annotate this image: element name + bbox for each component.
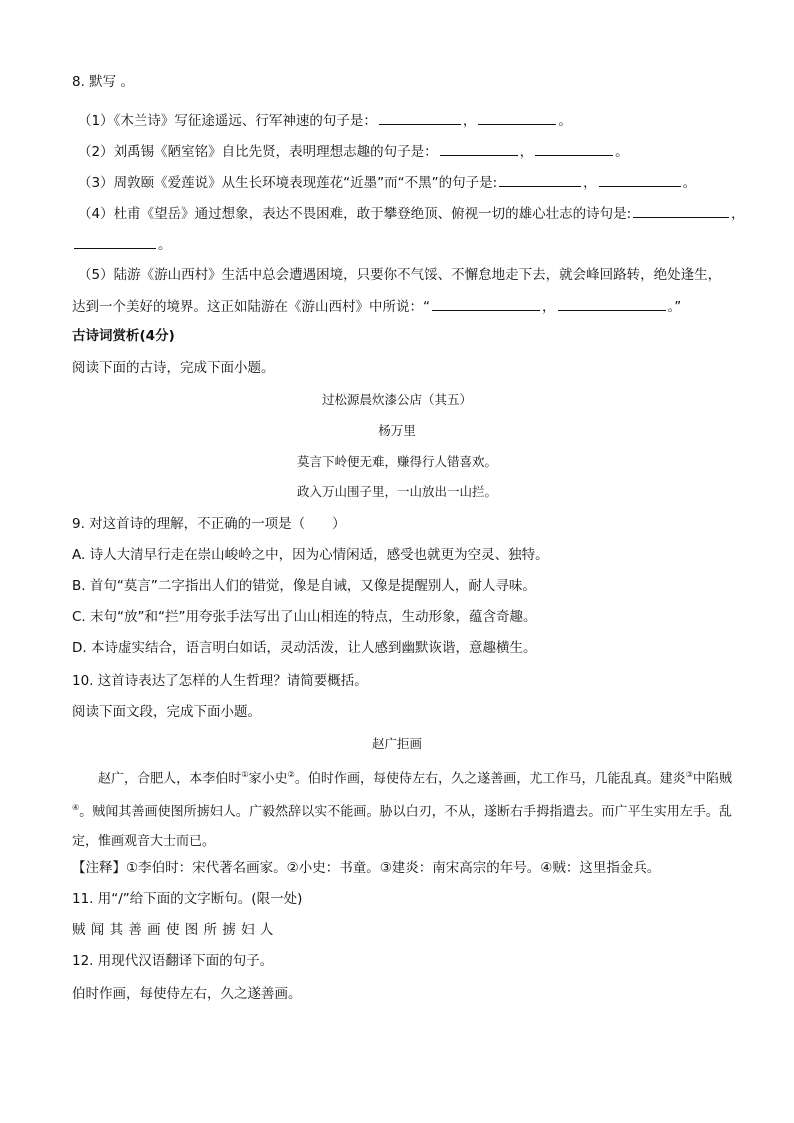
q8-item-3 bbox=[78, 172, 734, 193]
q11-stem: 11. 用“/”给下面的文字断句。(限一处) bbox=[72, 891, 303, 907]
q10-stem: 10. 这首诗表达了怎样的人生哲理？请简要概括。 bbox=[72, 673, 368, 689]
q12-text: 伯时作画，每使侍左右，久之遂善画。 bbox=[72, 986, 302, 1002]
q8-item-2-sep: ， bbox=[519, 144, 534, 160]
q8-item-2-text: （2）刘禹锡《陋室铭》自比先贤，表明理想志趣的句子是： bbox=[78, 144, 438, 160]
q8-item-4-sep: ， bbox=[731, 206, 745, 222]
q8-item-5-end: 。” bbox=[667, 299, 682, 315]
answer-blank[interactable] bbox=[499, 172, 581, 187]
q8-item-3-sep: ， bbox=[583, 175, 597, 191]
q8-item-1 bbox=[78, 110, 734, 131]
answer-blank[interactable] bbox=[379, 110, 461, 125]
poem-line-2: 政入万山围子里，一山放出一山拦。 bbox=[296, 484, 497, 499]
answer-blank[interactable] bbox=[535, 141, 613, 156]
passage-text: 家小史 bbox=[248, 771, 288, 787]
q8-item-1-text: （1）《木兰诗》写征途遥远、行军神速的句子是： bbox=[78, 113, 377, 129]
q9-option-b: B. 首句“莫言”二字指出人们的错觉，像是自诫，又像是提醒别人，耐人寻味。 bbox=[72, 578, 536, 594]
poem-intro: 阅读下面的古诗，完成下面小题。 bbox=[72, 360, 275, 376]
q8-item-5-text2: 达到一个美好的境界。这正如陆游在《游山西村》中所说：“ bbox=[72, 299, 430, 315]
poem-author: 杨万里 bbox=[378, 423, 416, 438]
q8-item-4 bbox=[78, 203, 745, 224]
q8-item-1-sep: ， bbox=[462, 113, 477, 129]
answer-blank[interactable] bbox=[432, 296, 540, 311]
q8-item-5-cont bbox=[72, 296, 734, 317]
answer-blank[interactable] bbox=[633, 203, 729, 218]
answer-blank[interactable] bbox=[478, 110, 556, 125]
note-marker: ① bbox=[241, 770, 249, 779]
q8-item-5-sep: ， bbox=[542, 299, 556, 315]
poem-title: 过松源晨炊漆公店（其五） bbox=[321, 392, 472, 407]
note-marker: ④ bbox=[72, 803, 80, 813]
q9-stem: 9. 对这首诗的理解，不正确的一项是（ ） bbox=[72, 516, 346, 532]
q8-item-1-end: 。 bbox=[558, 113, 572, 129]
answer-blank[interactable] bbox=[74, 234, 156, 249]
q9-option-d: D. 本诗虚实结合，语言明白如话，灵动活泼，让人感到幽默诙谐，意趣横生。 bbox=[72, 640, 537, 656]
q8-item-3-text: （3）周敦颐《爱莲说》从生长环境表现莲花“近墨”而“不黑”的句子是: bbox=[78, 175, 498, 191]
q8-item-2 bbox=[78, 141, 734, 162]
q8-item-5-text1: （5）陆游《游山西村》生活中总会遭遇困境，只要你不气馁、不懈怠地走下去，就会峰回路转，绝处逢生， bbox=[78, 267, 722, 283]
passage-title: 赵广拒画 bbox=[371, 736, 422, 751]
poem-line-1: 莫言下岭便无难，赚得行人错喜欢。 bbox=[296, 454, 497, 469]
answer-blank[interactable] bbox=[558, 296, 666, 311]
q8-item-4-end: 。 bbox=[158, 237, 172, 253]
q8-item-4-cont bbox=[72, 234, 734, 255]
note-marker: ③ bbox=[685, 770, 693, 779]
passage-text: 赵广，合肥人，本李伯时 bbox=[98, 771, 242, 787]
answer-blank[interactable] bbox=[599, 172, 681, 187]
passage-intro: 阅读下面文段，完成下面小题。 bbox=[72, 704, 261, 720]
passage-text: 。贼闻其善画使图所掳妇人。广毅然辞以实不能画。胁以白刃，不从，遂断右手拇指遣去。而广平生实用左手。乱定，惟画观音大士而已。 bbox=[72, 804, 732, 849]
q9-option-c: C. 末句“放”和“拦”用夸张手法写出了山山相连的特点，生动形象，蕴含奇趣。 bbox=[72, 609, 537, 625]
q9-option-a: A. 诗人大清早行走在崇山峻岭之中，因为心情闲适，感受也就更为空灵、独特。 bbox=[72, 547, 549, 563]
q8-item-5 bbox=[78, 265, 734, 285]
q8-item-2-end: 。 bbox=[615, 144, 629, 160]
q8-item-3-end: 。 bbox=[682, 175, 697, 191]
passage-text: 。伯时作画，每使侍左右，久之遂善画，尤工作马，几能乱真。建炎 bbox=[294, 771, 686, 787]
note-marker: ② bbox=[287, 770, 295, 779]
passage-text: 中陷贼 bbox=[692, 771, 732, 787]
answer-blank[interactable] bbox=[440, 141, 518, 156]
passage-body bbox=[72, 760, 732, 856]
q8-item-4-text: （4）杜甫《望岳》通过想象，表达不畏困难，敢于攀登绝顶、俯视一切的雄心壮志的诗句是: bbox=[78, 206, 632, 222]
section-title: 古诗词赏析(4分) bbox=[72, 328, 175, 344]
q8-title: 8. 默写 。 bbox=[72, 74, 134, 90]
passage-notes: 【注释】①李伯时：宋代著名画家。②小史：书童。③建炎：南宋高宗的年号。④贼：这里指金兵。 bbox=[72, 860, 661, 876]
q11-text: 贼 闻 其 善 画 使 图 所 掳 妇 人 bbox=[72, 922, 274, 938]
q12-stem: 12. 用现代汉语翻译下面的句子。 bbox=[72, 953, 274, 969]
